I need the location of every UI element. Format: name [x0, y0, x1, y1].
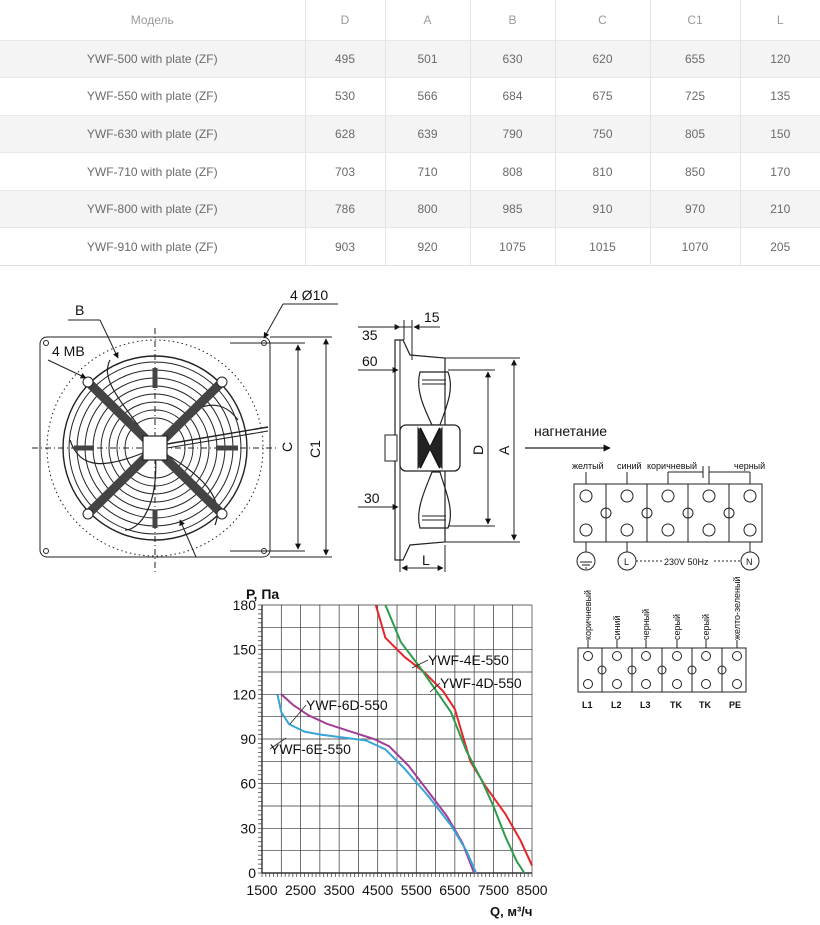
x-tick-label: 4500	[362, 882, 394, 898]
dim-15-label: 15	[424, 309, 440, 325]
cell-d: 495	[305, 40, 385, 78]
terminal-box	[385, 435, 397, 461]
header-b[interactable]: B	[470, 0, 555, 40]
terminal-label: PE	[729, 700, 742, 710]
screw-icon	[702, 680, 711, 689]
screw-icon	[744, 524, 756, 536]
table-row	[0, 40, 820, 78]
y-tick-label: 150	[232, 641, 256, 658]
wiring-diagram-3ph	[578, 640, 746, 692]
y-tick-label: 30	[240, 820, 256, 837]
cell-d: 903	[305, 228, 385, 266]
mounting-hole	[83, 509, 93, 519]
mounting-hole	[83, 377, 93, 387]
chart-xlabel: Q, м³/ч	[490, 904, 533, 919]
cell-c1: 655	[650, 40, 740, 78]
terminal-label: TK	[699, 700, 711, 710]
wire-label: черный	[734, 461, 766, 471]
cable	[167, 431, 268, 448]
screw-icon	[642, 652, 651, 661]
label-mb: 4 MB	[52, 343, 85, 359]
series-label: YWF-4E-550	[428, 652, 509, 668]
cell-c1: 970	[650, 190, 740, 228]
cell-c1: 850	[650, 153, 740, 191]
cell-a: 501	[385, 40, 470, 78]
header-c1[interactable]: C1	[650, 0, 740, 40]
screw-icon	[621, 524, 633, 536]
label-c1: C1	[307, 440, 323, 458]
cell-model: YWF-800 with plate (ZF)	[0, 190, 305, 228]
ground-icon	[577, 552, 595, 570]
y-tick-label: 90	[240, 731, 256, 747]
screw-icon	[662, 490, 674, 502]
cell-c: 810	[555, 153, 650, 191]
label-l: L	[422, 552, 430, 568]
screw-icon	[613, 652, 622, 661]
terminal-n-label: N	[746, 557, 753, 567]
y-tick-label: 120	[232, 686, 256, 703]
series-label: YWF-6E-550	[270, 741, 351, 757]
cell-model: YWF-710 with plate (ZF)	[0, 153, 305, 191]
table-row	[0, 153, 820, 191]
cell-a: 710	[385, 153, 470, 191]
table-row	[0, 115, 820, 153]
supply-label: 230V 50Hz	[664, 557, 709, 567]
label-holes: 4 Ø10	[290, 287, 329, 303]
cell-model: YWF-550 with plate (ZF)	[0, 78, 305, 116]
cell-c: 620	[555, 40, 650, 78]
x-tick-label: 1500	[246, 882, 278, 898]
terminal-label: L1	[582, 700, 593, 710]
cell-c1: 725	[650, 78, 740, 116]
header-d[interactable]: D	[305, 0, 385, 40]
flow-label: нагнетание	[534, 423, 608, 439]
cell-l: 135	[740, 78, 820, 116]
terminal-label: L2	[611, 700, 622, 710]
label-c: C	[279, 441, 295, 452]
chart-ylabel: P, Па	[246, 586, 280, 602]
screw-icon	[703, 490, 715, 502]
cell-l: 205	[740, 228, 820, 266]
dim-35-label: 35	[362, 327, 378, 343]
cell-a: 566	[385, 78, 470, 116]
screw-icon	[733, 652, 742, 661]
label-b: B	[75, 302, 85, 318]
y-tick-label: 0	[248, 865, 256, 881]
dim-30-label: 30	[364, 490, 380, 506]
wire-label-vertical: коричневый	[583, 589, 593, 640]
spec-table	[0, 0, 820, 266]
chart-grid	[262, 605, 532, 873]
series-label: YWF-4D-550	[440, 675, 522, 691]
cell-model: YWF-630 with plate (ZF)	[0, 115, 305, 153]
technical-drawing	[0, 270, 820, 925]
header-a[interactable]: A	[385, 0, 470, 40]
motor-hub	[143, 436, 167, 460]
cell-d: 628	[305, 115, 385, 153]
cell-a: 639	[385, 115, 470, 153]
screw-icon	[673, 652, 682, 661]
y-tick-label: 180	[232, 597, 256, 613]
dim-60-label: 60	[362, 353, 378, 369]
cell-a: 800	[385, 190, 470, 228]
cell-l: 170	[740, 153, 820, 191]
label-d: D	[470, 444, 486, 455]
cell-b: 790	[470, 115, 555, 153]
screw-icon	[613, 680, 622, 689]
cell-d: 703	[305, 153, 385, 191]
plate-hole	[44, 549, 49, 554]
cell-l: 120	[740, 40, 820, 78]
cell-d: 530	[305, 78, 385, 116]
cell-c: 750	[555, 115, 650, 153]
screw-icon	[642, 680, 651, 689]
terminal-l-label: L	[624, 557, 630, 567]
screw-icon	[580, 524, 592, 536]
x-tick-label: 6500	[439, 882, 471, 898]
x-tick-label: 8500	[516, 882, 548, 898]
screw-icon	[580, 490, 592, 502]
cell-l: 150	[740, 115, 820, 153]
cell-c: 910	[555, 190, 650, 228]
mounting-hole	[217, 509, 227, 519]
screw-icon	[584, 680, 593, 689]
cell-a: 920	[385, 228, 470, 266]
series-label: YWF-6D-550	[306, 697, 388, 713]
wire-label-vertical: синий	[612, 615, 622, 640]
screw-icon	[584, 652, 593, 661]
x-tick-label: 3500	[323, 882, 355, 898]
header-c[interactable]: C	[555, 0, 650, 40]
terminal-label: TK	[670, 700, 682, 710]
screw-icon	[703, 524, 715, 536]
wire-label-vertical: черный	[641, 608, 651, 640]
cell-d: 786	[305, 190, 385, 228]
plate-hole	[44, 341, 49, 346]
screw-icon	[621, 490, 633, 502]
wire-label: желтый	[572, 461, 604, 471]
cell-model: YWF-500 with plate (ZF)	[0, 40, 305, 78]
cell-c1: 805	[650, 115, 740, 153]
x-tick-label: 2500	[284, 882, 317, 898]
leader-holes	[264, 304, 283, 338]
table-row	[0, 228, 820, 266]
table-row	[0, 190, 820, 228]
table-row	[0, 78, 820, 116]
cell-b: 985	[470, 190, 555, 228]
cell-c: 1015	[555, 228, 650, 266]
leader-b	[100, 320, 118, 358]
screw-icon	[733, 680, 742, 689]
wire-label-vertical: серый	[672, 613, 682, 640]
leader-mb	[48, 360, 86, 378]
wiring-diagram-1ph	[574, 466, 762, 570]
cell-b: 808	[470, 153, 555, 191]
mounting-hole	[217, 377, 227, 387]
cell-model: YWF-910 with plate (ZF)	[0, 228, 305, 266]
y-tick-label: 60	[240, 775, 256, 792]
label-a: A	[496, 445, 512, 455]
screw-icon	[673, 680, 682, 689]
screw-icon	[744, 490, 756, 502]
wire-label-vertical: серый	[701, 613, 711, 640]
terminal-label: L3	[640, 700, 651, 710]
cell-l: 210	[740, 190, 820, 228]
x-tick-label: 5500	[400, 882, 432, 898]
wire-label: синий	[617, 461, 642, 471]
wire-label-vertical: желто-зеленый	[732, 576, 742, 640]
leader-diameter	[180, 520, 196, 557]
cell-c1: 1070	[650, 228, 740, 266]
wire-label: коричневый	[647, 461, 698, 471]
cell-c: 675	[555, 78, 650, 116]
screw-icon	[702, 652, 711, 661]
x-tick-label: 7500	[477, 882, 510, 898]
screw-icon	[662, 524, 674, 536]
header-model[interactable]: Модель	[0, 0, 305, 40]
cell-b: 684	[470, 78, 555, 116]
cell-b: 630	[470, 40, 555, 78]
cell-b: 1075	[470, 228, 555, 266]
table-header-row	[0, 0, 820, 40]
header-l[interactable]: L	[740, 0, 820, 40]
